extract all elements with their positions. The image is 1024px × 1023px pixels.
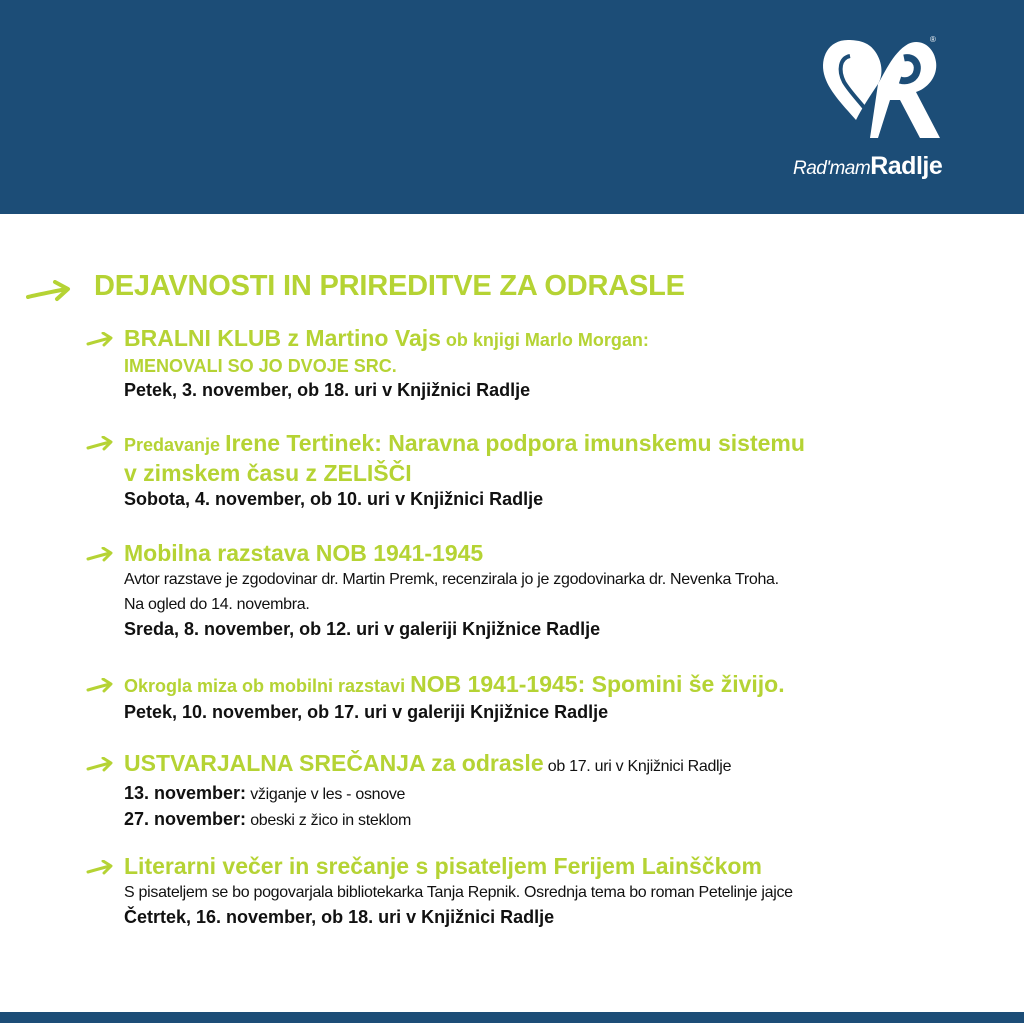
event-okrogla-miza <box>124 670 984 725</box>
event-title: Mobilna razstava NOB 1941-1945 <box>124 540 484 566</box>
bullet-arrow-icon <box>86 757 114 773</box>
event-title: BRALNI KLUB z Martino Vajs ob knjigi Marlo Morgan: <box>124 325 649 351</box>
footer-bar <box>0 1012 1024 1023</box>
event-title: Predavanje Irene Tertinek: Naravna podpora imunskemu sistemu <box>124 430 805 456</box>
event-description: Na ogled do 14. novembra. <box>124 596 310 613</box>
section-arrow-icon <box>26 280 72 302</box>
event-when: Petek, 3. november, ob 18. uri v Knjižnici Radlje <box>124 380 531 400</box>
event-when: Četrtek, 16. november, ob 18. uri v Knjižnici Radlje <box>124 907 555 927</box>
event-when: Petek, 10. november, ob 17. uri v galeriji Knjižnice Radlje <box>124 702 609 722</box>
registered-mark: ® <box>930 35 936 44</box>
event-literarni-vecer <box>124 852 854 930</box>
event-title-line2: v zimskem času z ZELIŠČI <box>124 460 412 486</box>
section-title: DEJAVNOSTI IN PRIREDITVE ZA ODRASLE <box>94 270 685 302</box>
bullet-arrow-icon <box>86 436 114 452</box>
event-title: Okrogla miza ob mobilni razstavi NOB 1941-1945: Spomini še živijo. <box>124 671 785 697</box>
event-bralni-klub <box>124 324 984 403</box>
event-title-line2: IMENOVALI SO JO DVOJE SRC. <box>124 356 397 376</box>
bullet-arrow-icon <box>86 678 114 694</box>
bullet-arrow-icon <box>86 860 114 876</box>
event-when: Sreda, 8. november, ob 12. uri v galeriji Knjižnice Radlje <box>124 619 601 639</box>
logo-wordmark: Rad'mamRadlje <box>793 152 943 180</box>
event-ustvarjalna-srecanja <box>124 749 984 833</box>
heart-r-logo-icon <box>820 30 940 150</box>
bullet-arrow-icon <box>86 547 114 563</box>
event-title: Literarni večer in srečanje s pisateljem Ferijem Lainščkom <box>124 853 762 879</box>
bullet-arrow-icon <box>86 332 114 348</box>
event-description: S pisateljem se bo pogovarjala bibliotekarka Tanja Repnik. Osrednja tema bo roman Petelinje jajce <box>124 884 793 901</box>
event-date-row: 13. november: vžiganje v les - osnove <box>124 783 406 803</box>
event-description: Avtor razstave je zgodovinar dr. Martin Premk, recenzirala jo je zgodovinarka dr. Nevenka Troha. <box>124 571 779 588</box>
event-predavanje <box>124 429 984 512</box>
event-when: Sobota, 4. november, ob 10. uri v Knjižnici Radlje <box>124 489 544 509</box>
header-banner <box>0 0 1024 214</box>
event-date-row: 27. november: obeski z žico in steklom <box>124 809 412 829</box>
event-mobilna-razstava <box>124 539 984 642</box>
event-title: USTVARJALNA SREČANJA za odrasle ob 17. uri v Knjižnici Radlje <box>124 750 732 776</box>
radlje-logo <box>790 30 970 190</box>
